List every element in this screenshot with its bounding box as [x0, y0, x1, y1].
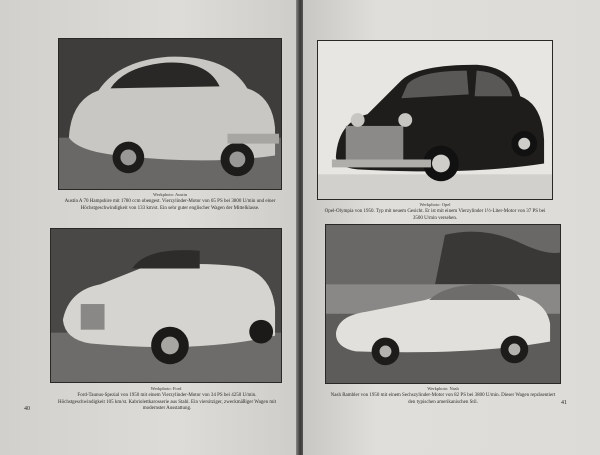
ford-caption: Ford-Taunus-Spezial von 1950 mit einem Vierzylinder-Motor von 34 PS bei 4250 U/min. Höchstgeschwindigkeit 105 km/st. Kabriolettkarosserie aus Stahl. Ein viersitziger, zweckmäßiger Wagen mit modernster Ausstattung. [57, 393, 276, 411]
ford-taunus-photo [50, 228, 282, 383]
page-number-left: 40 [24, 406, 30, 412]
austin-car-photo [58, 38, 282, 190]
nash-rambler-photo [325, 224, 561, 384]
austin-caption: Austin A 70 Hampshire mit 1780 ccm obengest. Vierzylinder-Motor von 65 PS bei 3800 U/min und einer Höchstgeschwindigkeit von 133 km/st. Ein sehr guter englischer Wagen der Mittelklasse. [64, 199, 276, 211]
nash-caption: Nash Rambler von 1950 mit einem Sechszylinder-Motor von 82 PS bei 3800 U/min. Dieser Wagen repräsentiert den typischen amerikanischen Stil. [330, 393, 556, 405]
opel-olympia-photo [317, 40, 553, 200]
austin-photo-label: Werkphoto: Austin [152, 192, 187, 197]
page-number-right: 41 [561, 400, 567, 406]
opel-photo-label: Werkphoto: Opel [419, 202, 451, 207]
opel-caption: Opel-Olympia von 1950. Typ mit neuem Gesicht. Er ist mit einem Vierzylinder 1½-Liter-Motor von 37 PS bei 3500 U/min versehen. [324, 209, 546, 221]
nash-photo-label: Werkphoto: Nash [427, 386, 459, 391]
ford-photo-label: Werkphoto: Ford [150, 386, 182, 391]
left-page [0, 0, 298, 455]
right-page [303, 0, 600, 455]
